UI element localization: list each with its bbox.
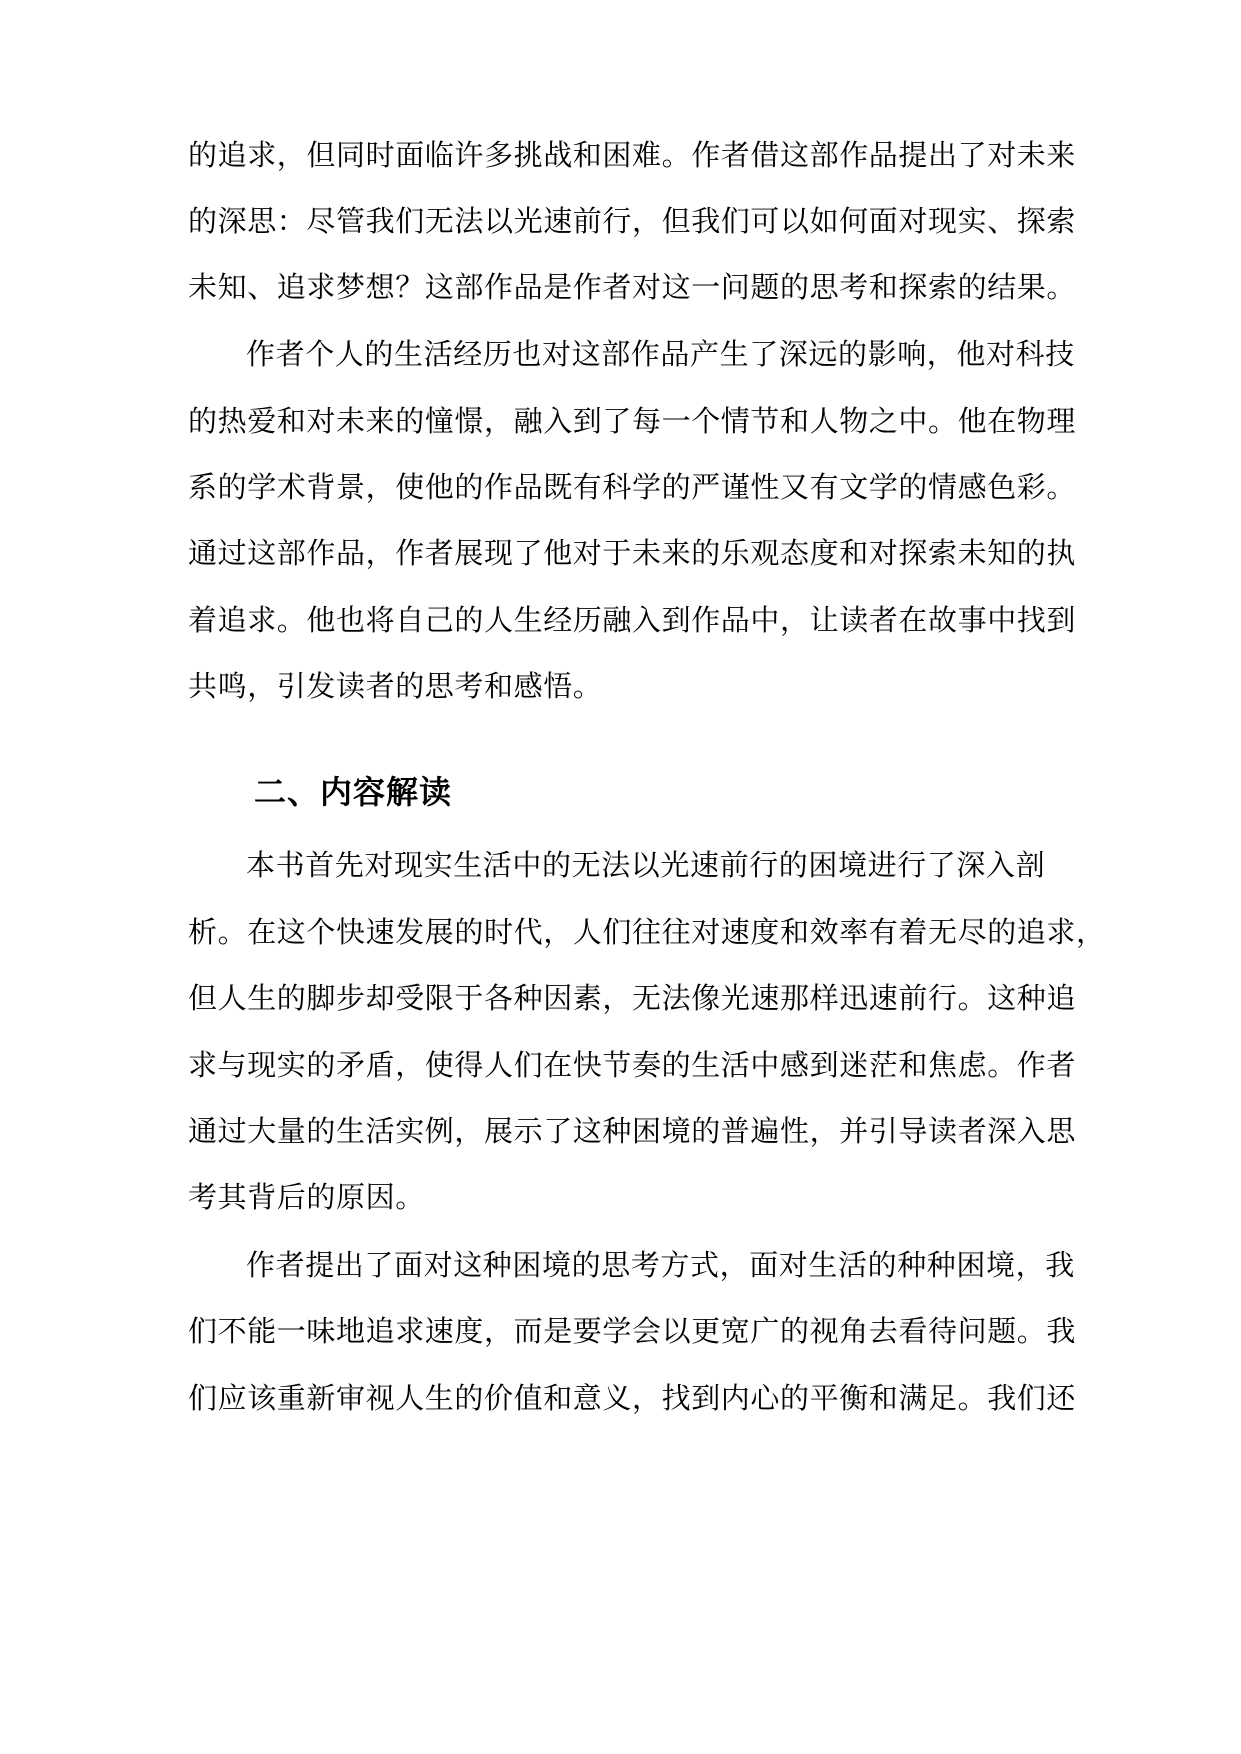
text-line: 但人生的脚步却受限于各种因素，无法像光速那样迅速前行。这种追 <box>188 981 1077 1015</box>
text-line: 的热爱和对未来的憧憬，融入到了每一个情节和人物之中。他在物理 <box>188 404 1077 438</box>
text-line: 的深思：尽管我们无法以光速前行，但我们可以如何面对现实、探索 <box>188 204 1077 238</box>
text-line: 共鸣，引发读者的思考和感悟。 <box>188 669 603 703</box>
text-line: 着追求。他也将自己的人生经历融入到作品中，让读者在故事中找到 <box>188 603 1077 637</box>
section-heading: 二、内容解读 <box>254 773 453 811</box>
text-line: 求与现实的矛盾，使得人们在快节奏的生活中感到迷茫和焦虑。作者 <box>188 1048 1077 1082</box>
text-line: 系的学术背景，使他的作品既有科学的严谨性又有文学的情感色彩。 <box>188 470 1077 504</box>
text-line: 通过大量的生活实例，展示了这种困境的普遍性，并引导读者深入思 <box>188 1114 1077 1148</box>
text-line: 未知、追求梦想？这部作品是作者对这一问题的思考和探索的结果。 <box>188 270 1077 304</box>
text-line: 的追求，但同时面临许多挑战和困难。作者借这部作品提出了对未来 <box>188 138 1077 172</box>
text-line: 析。在这个快速发展的时代，人们往往对速度和效率有着无尽的追求， <box>188 915 1106 949</box>
text-line: 们不能一味地追求速度，而是要学会以更宽广的视角去看待问题。我 <box>188 1314 1077 1348</box>
text-line: 考其背后的原因。 <box>188 1180 425 1214</box>
text-line: 通过这部作品，作者展现了他对于未来的乐观态度和对探索未知的执 <box>188 536 1077 570</box>
text-line: 们应该重新审视人生的价值和意义，找到内心的平衡和满足。我们还 <box>188 1381 1077 1415</box>
text-line: 本书首先对现实生活中的无法以光速前行的困境进行了深入剖 <box>246 848 1046 882</box>
text-line: 作者个人的生活经历也对这部作品产生了深远的影响，他对科技 <box>246 337 1075 371</box>
text-line: 作者提出了面对这种困境的思考方式，面对生活的种种困境，我 <box>246 1248 1075 1282</box>
